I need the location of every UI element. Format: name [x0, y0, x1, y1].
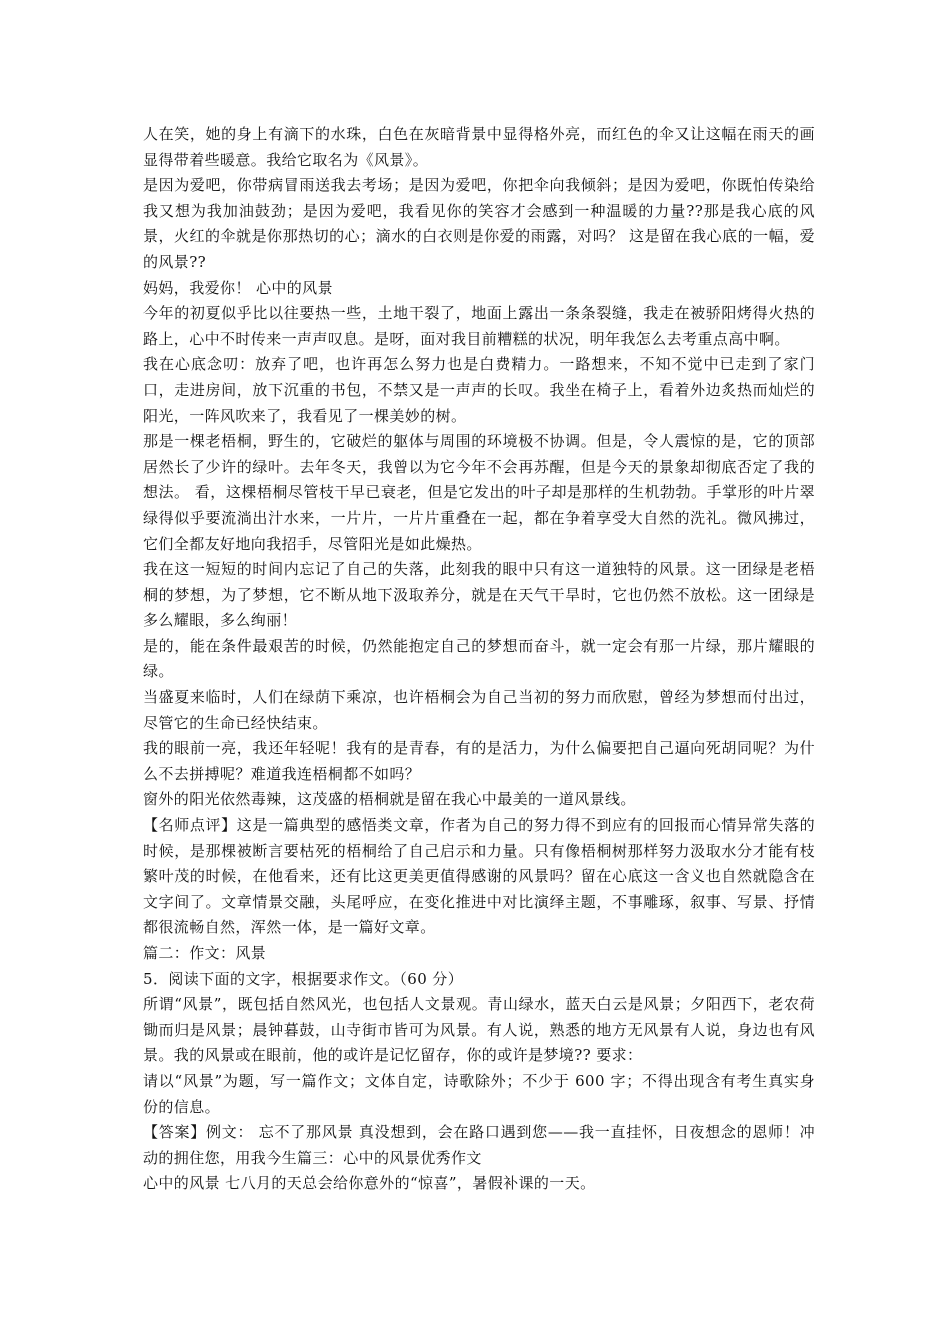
paragraph: 我在心底念叨：放弃了吧，也许再怎么努力也是白费精力。一路想来，不知不觉中已走到了家门口，走进房间，放下沉重的书包，不禁又是一声声的长叹。我坐在椅子上，看着外边炙热而灿烂的阳光，一阵风吹来了，我看见了一棵美妙的树。 — [143, 355, 815, 425]
paragraph: 请以“风景”为题，写一篇作文；文体自定，诗歌除外；不少于 600 字；不得出现含有考生真实身份的信息。 — [143, 1071, 815, 1116]
paragraph: 是因为爱吧，你带病冒雨送我去考场；是因为爱吧，你把伞向我倾斜；是因为爱吧，你既怕传染给我又想为我加油鼓劲；是因为爱吧，我看见你的笑容才会感到一种温暖的力量??那是我心底的风景，火红的伞就是你那热切的心；滴水的白衣则是你爱的雨露，对吗？ 这是留在我心底的一幅，爱的风景?? — [143, 176, 815, 271]
paragraph: 妈妈，我爱你！ 心中的风景 — [143, 278, 333, 297]
paragraph: 窗外的阳光依然毒辣，这茂盛的梧桐就是留在我心中最美的一道风景线。 — [143, 790, 636, 809]
paragraph: 是的，能在条件最艰苦的时候，仍然能抱定自己的梦想而奋斗，就一定会有那一片绿，那片耀眼的绿。 — [143, 636, 815, 681]
commentary-paragraph: 【名师点评】这是一篇典型的感悟类文章，作者为自己的努力得不到应有的回报而心情异常失落的时候，是那棵被断言要枯死的梧桐给了自己启示和力量。只有像梧桐树那样努力汲取水分才能有枝繁叶茂的时候，在他看来，还有比这更美更值得感谢的风景吗？留在心底这一含义也自然就隐含在文字间了。文章情景交融，头尾呼应，在变化推进中对比演绎主题，不事雕琢，叙事、写景、抒情都很流畅自然，浑然一体，是一篇好文章。 — [143, 816, 815, 937]
paragraph: 那是一棵老梧桐，野生的，它破烂的躯体与周围的环境极不协调。但是，令人震惊的是，它的顶部居然长了少许的绿叶。去年冬天，我曾以为它今年不会再苏醒，但是今天的景象却彻底否定了我的想法。 看，这棵梧桐尽管枝干早已衰老，但是它发出的叶子却是那样的生机勃勃。手掌形的叶片翠绿得似乎要流淌出汁水来，一片片，一片片重叠在一起，都在争着享受大自然的洗礼。微风拂过，它们全都友好地向我招手，尽管阳光是如此燥热。 — [143, 432, 815, 553]
document-page — [143, 122, 815, 1197]
paragraph: 当盛夏来临时，人们在绿荫下乘凉，也许梧桐会为自己当初的努力而欣慰，曾经为梦想而付出过，尽管它的生命已经快结束。 — [143, 688, 815, 732]
question-prompt: 5．阅读下面的文字，根据要求作文。（60 分） — [143, 969, 464, 988]
paragraph: 我的眼前一亮，我还年轻呢！我有的是青春，有的是活力，为什么偏要把自己逼向死胡同呢？为什么不去拼搏呢？难道我连梧桐都不如吗？ — [143, 739, 815, 783]
paragraph: 我在这一短短的时间内忘记了自己的失落，此刻我的眼中只有这一道独特的风景。这一团绿是老梧桐的梦想，为了梦想，它不断从地下汲取养分，就是在天气干旱时，它也仍然不放松。这一团绿是多么耀眼，多么绚丽！ — [143, 560, 815, 630]
paragraph: 所谓“风景”，既包括自然风光，也包括人文景观。青山绿水，蓝天白云是风景；夕阳西下，老农荷锄而归是风景；晨钟暮鼓，山寺街市皆可为风景。有人说，熟悉的地方无风景有人说，身边也有风景。我的风景或在眼前，他的或许是记忆留存，你的或许是梦境?? 要求： — [143, 995, 815, 1065]
paragraph: 今年的初夏似乎比以往要热一些，土地干裂了，地面上露出一条条裂缝，我走在被骄阳烤得火热的路上，心中不时传来一声声叹息。是呀，面对我目前糟糕的状况，明年我怎么去考重点高中啊。 — [143, 304, 815, 348]
paragraph: 心中的风景 七八月的天总会给你意外的“惊喜”，暑假补课的一天。 — [143, 1174, 596, 1193]
section-heading: 篇二：作文：风景 — [143, 944, 267, 962]
paragraph: 人在笑，她的身上有滴下的水珠，白色在灰暗背景中显得格外亮，而红色的伞又让这幅在雨天的画显得带着些暖意。我给它取名为《风景》。 — [143, 125, 815, 169]
answer-paragraph: 【答案】例文： 忘不了那风景 真没想到，会在路口遇到您——我一直挂怀，日夜想念的恩师！冲动的拥住您，用我今生篇三：心中的风景优秀作文 — [143, 1123, 815, 1167]
